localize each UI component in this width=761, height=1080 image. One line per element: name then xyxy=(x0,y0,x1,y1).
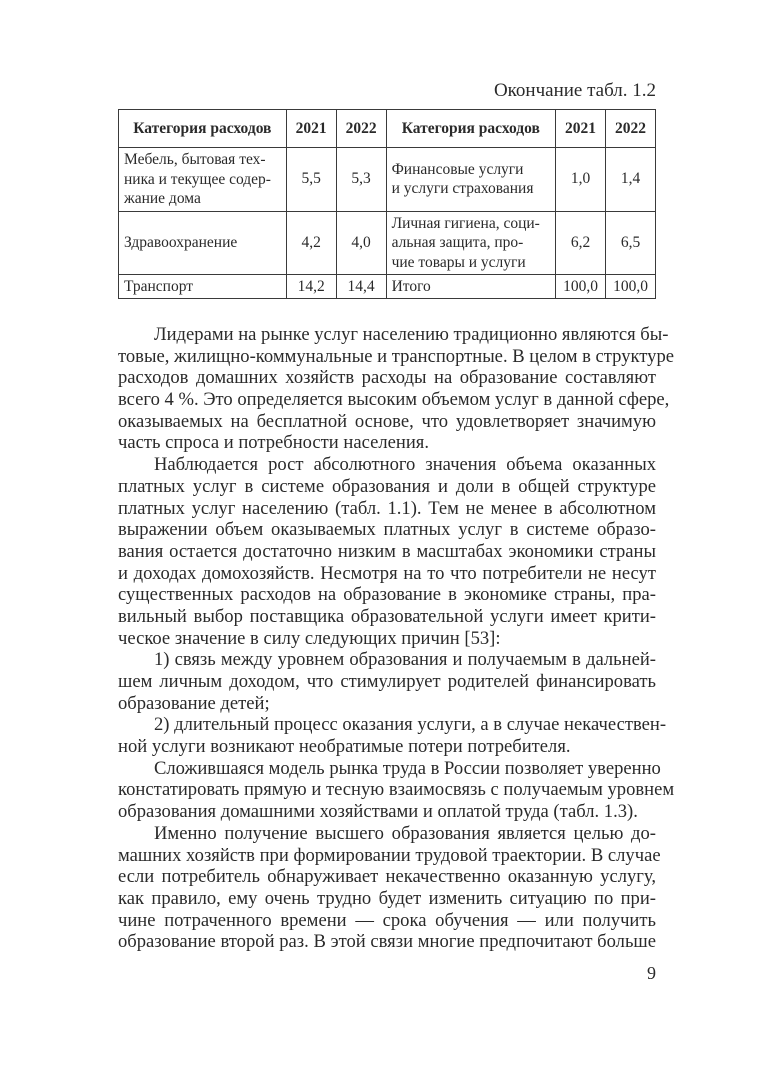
header-category-left: Категория расходов xyxy=(119,110,287,148)
text-line: Наблюдается рост абсолютного значения объема оказанных xyxy=(154,454,656,476)
text-line: выражении объем оказываемых платных услуг в системе образо- xyxy=(118,519,656,541)
text-line: платных услуг населению (табл. 1.1). Тем не менее в абсолютном xyxy=(118,497,656,519)
category-line: Здравоохранение xyxy=(124,234,238,251)
text-line: ной услуги возникают необратимые потери потребителя. xyxy=(118,736,571,758)
total-2021-cell: 100,0 xyxy=(556,275,606,299)
value-2022-cell: 14,4 xyxy=(336,275,386,299)
table-row xyxy=(119,275,656,299)
paragraph-market-leaders xyxy=(118,324,675,454)
category-line: чие товары и услуги xyxy=(391,253,526,271)
text-line: Именно получение высшего образования является целью до- xyxy=(154,822,656,844)
value-2021-cell: 4,2 xyxy=(286,211,336,275)
table-header-row xyxy=(119,110,656,148)
text-line: чине потраченного времени — срока обучения — или получить xyxy=(118,909,656,931)
list-item-1 xyxy=(118,649,656,714)
header-2022-right: 2022 xyxy=(606,110,656,148)
text-line: вильный выбор поставщика образовательной услуги имеет крити- xyxy=(118,605,656,627)
text-line: ческое значение в силу следующих причин [53]: xyxy=(118,627,501,649)
text-line: существенных расходов на образование в экономике страны, пра- xyxy=(118,584,656,606)
category-line: альная защита, про- xyxy=(391,234,524,251)
body-text xyxy=(118,324,675,953)
category-cell xyxy=(119,275,287,299)
expense-structure-table xyxy=(118,109,656,299)
category-line: Транспорт xyxy=(124,277,194,295)
text-line: и доходах домохозяйств. Несмотря на то что потребители не несут xyxy=(118,562,656,584)
text-line: платных услуг в системе образования и доли в общей структуре xyxy=(118,475,656,497)
text-line: образование детей; xyxy=(118,692,270,714)
category-line: Мебель, бытовая тех- xyxy=(124,151,266,168)
value-2021-cell: 14,2 xyxy=(286,275,336,299)
value-2022-cell: 6,5 xyxy=(606,211,656,275)
total-label-cell xyxy=(386,275,555,299)
value-2021-cell: 6,2 xyxy=(556,211,606,275)
category-line: Финансовые услуги xyxy=(391,160,524,178)
text-line: если потребитель обнаруживает некачественно оказанную услугу, xyxy=(118,866,656,888)
category-cell xyxy=(386,211,555,275)
text-line: образования домашними хозяйствами и оплатой труда (табл. 1.3). xyxy=(118,801,638,823)
header-2022-left: 2022 xyxy=(336,110,386,148)
category-line: Итого xyxy=(391,277,431,295)
value-2021-cell: 5,5 xyxy=(286,148,336,212)
text-line: как правило, ему очень трудно будет изменить ситуацию по при- xyxy=(118,887,656,909)
text-line: 2) длительный процесс оказания услуги, а в случае некачествен- xyxy=(154,714,667,736)
header-category-right: Категория расходов xyxy=(386,110,555,148)
category-cell xyxy=(119,148,287,212)
value-2022-cell: 1,4 xyxy=(606,148,656,212)
text-line: вания остается достаточно низким в масштабах экономики страны xyxy=(118,540,656,562)
text-line: оказываемых на бесплатной основе, что удовлетворяет значимую xyxy=(118,410,656,432)
text-line: образование второй раз. В этой связи многие предпочитают больше xyxy=(118,931,656,953)
text-line: констатировать прямую и тесную взаимосвязь с получаемым уровнем xyxy=(118,779,675,801)
category-line: ника и текущее содер- xyxy=(124,170,271,188)
value-2021-cell: 1,0 xyxy=(556,148,606,212)
text-line: всего 4 %. Это определяется высоким объемом услуг в данной сфере, xyxy=(118,389,670,411)
header-2021-left: 2021 xyxy=(286,110,336,148)
value-2022-cell: 4,0 xyxy=(336,211,386,275)
text-line: шем личным доходом, что стимулирует родителей финансировать xyxy=(118,671,656,692)
text-line: машних хозяйств при формировании трудовой траектории. В случае xyxy=(118,844,661,866)
list-item-2 xyxy=(118,714,667,758)
text-line: 1) связь между уровнем образования и получаемым в дальней- xyxy=(154,649,656,671)
value-2022-cell: 5,3 xyxy=(336,148,386,212)
category-line: Личная гигиена, соци- xyxy=(391,214,540,232)
text-line: Сложившаяся модель рынка труда в России позволяет уверенно xyxy=(154,757,661,779)
text-line: Лидерами на рынке услуг населению традиционно являются бы- xyxy=(154,324,669,345)
table-continuation-caption: Окончание табл. 1.2 xyxy=(493,80,656,101)
header-2021-right: 2021 xyxy=(556,110,606,148)
total-2022-cell: 100,0 xyxy=(606,275,656,299)
category-line: жание дома xyxy=(124,190,201,207)
category-line: и услуги страхования xyxy=(391,180,534,198)
paragraph-labor-market xyxy=(118,757,675,823)
category-cell xyxy=(119,211,287,275)
table-row xyxy=(119,211,656,275)
text-line: часть спроса и потребности населения. xyxy=(118,432,429,454)
category-cell xyxy=(386,148,555,212)
text-line: расходов домашних хозяйств расходы на образование составляют xyxy=(118,367,656,389)
paragraph-higher-education xyxy=(118,822,661,953)
page-number: 9 xyxy=(647,963,656,983)
paragraph-growth xyxy=(118,454,656,649)
table-row xyxy=(119,148,656,212)
text-line: товые, жилищно-коммунальные и транспортные. В целом в структуре xyxy=(118,345,675,367)
